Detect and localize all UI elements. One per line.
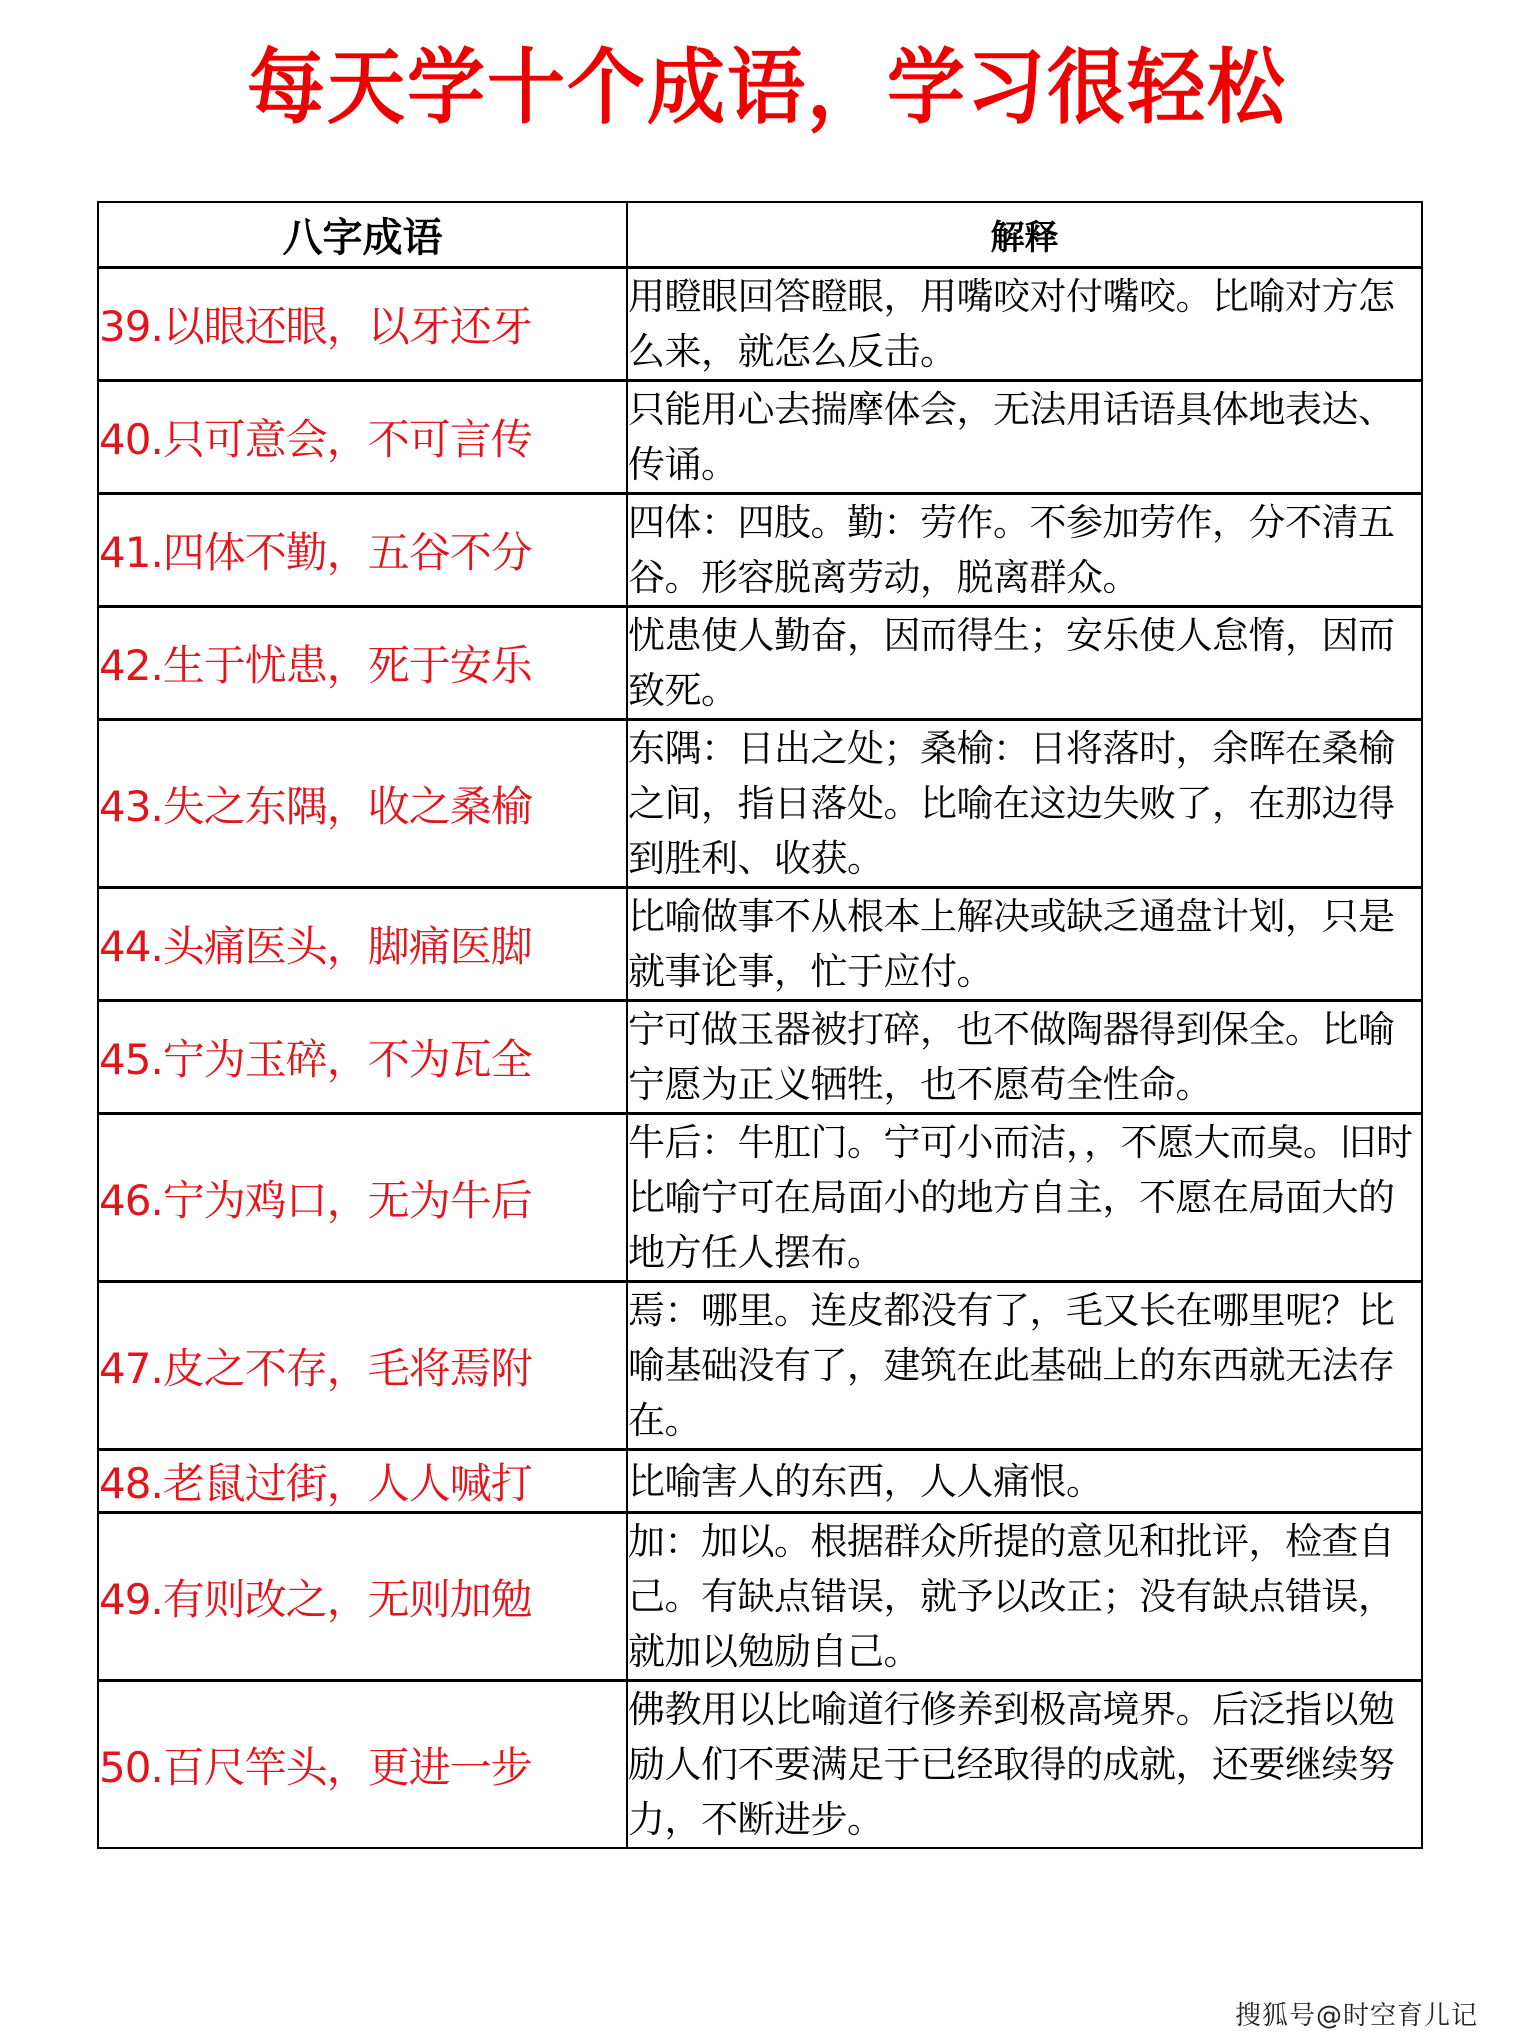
- explanation-cell: 用瞪眼回答瞪眼，用嘴咬对付嘴咬。比喻对方怎么来，就怎么反击。: [627, 268, 1422, 381]
- explanation-cell: 忧患使人勤奋，因而得生；安乐使人怠惰，因而致死。: [627, 607, 1422, 720]
- idiom-cell: 44.头痛医头，脚痛医脚: [98, 888, 627, 1001]
- idiom-cell: 39.以眼还眼，以牙还牙: [98, 268, 627, 381]
- watermark: 搜狐号@时空育儿记: [1234, 2001, 1478, 2031]
- explanation-cell: 焉：哪里。连皮都没有了，毛又长在哪里呢？比喻基础没有了，建筑在此基础上的东西就无法存在。: [627, 1282, 1422, 1450]
- explanation-cell: 宁可做玉器被打碎，也不做陶器得到保全。比喻宁愿为正义牺牲，也不愿苟全性命。: [627, 1001, 1422, 1114]
- idiom-cell: 40.只可意会，不可言传: [98, 381, 627, 494]
- table-row: [98, 268, 1422, 381]
- header-idiom: 八字成语: [98, 202, 627, 268]
- table-row: [98, 381, 1422, 494]
- page-title: 每天学十个成语，学习很轻松: [246, 40, 1287, 136]
- idiom-cell: 50.百尺竿头，更进一步: [98, 1681, 627, 1849]
- idiom-cell: 49.有则改之，无则加勉: [98, 1513, 627, 1681]
- idiom-table: [97, 201, 1423, 1849]
- table-row: [98, 1450, 1422, 1513]
- explanation-cell: 东隅：日出之处；桑榆：日将落时，余晖在桑榆之间，指日落处。比喻在这边失败了，在那边得到胜利、收获。: [627, 720, 1422, 888]
- table-row: [98, 1513, 1422, 1681]
- table-row: [98, 888, 1422, 1001]
- idiom-cell: 45.宁为玉碎，不为瓦全: [98, 1001, 627, 1114]
- table-row: [98, 1282, 1422, 1450]
- explanation-cell: 牛后：牛肛门。宁可小而洁，，不愿大而臭。旧时比喻宁可在局面小的地方自主，不愿在局面大的地方任人摆布。: [627, 1114, 1422, 1282]
- header-explanation: 解释: [627, 202, 1422, 268]
- explanation-cell: 加：加以。根据群众所提的意见和批评，检查自己。有缺点错误，就予以改正；没有缺点错误，就加以勉励自己。: [627, 1513, 1422, 1681]
- explanation-cell: 只能用心去揣摩体会，无法用话语具体地表达、传诵。: [627, 381, 1422, 494]
- table-header-row: [98, 202, 1422, 268]
- table-row: [98, 607, 1422, 720]
- idiom-cell: 46.宁为鸡口，无为牛后: [98, 1114, 627, 1282]
- idiom-cell: 41.四体不勤，五谷不分: [98, 494, 627, 607]
- table-row: [98, 1001, 1422, 1114]
- idiom-cell: 42.生于忧患，死于安乐: [98, 607, 627, 720]
- table-row: [98, 1114, 1422, 1282]
- idiom-cell: 48.老鼠过街，人人喊打: [98, 1450, 627, 1513]
- explanation-cell: 比喻害人的东西，人人痛恨。: [627, 1450, 1422, 1513]
- idiom-cell: 43.失之东隅，收之桑榆: [98, 720, 627, 888]
- explanation-cell: 佛教用以比喻道行修养到极高境界。后泛指以勉励人们不要满足于已经取得的成就，还要继续努力，不断进步。: [627, 1681, 1422, 1849]
- table-row: [98, 1681, 1422, 1849]
- table-row: [98, 720, 1422, 888]
- explanation-cell: 四体：四肢。勤：劳作。不参加劳作，分不清五谷。形容脱离劳动，脱离群众。: [627, 494, 1422, 607]
- table-row: [98, 494, 1422, 607]
- explanation-cell: 比喻做事不从根本上解决或缺乏通盘计划，只是就事论事，忙于应付。: [627, 888, 1422, 1001]
- idiom-cell: 47.皮之不存，毛将焉附: [98, 1282, 627, 1450]
